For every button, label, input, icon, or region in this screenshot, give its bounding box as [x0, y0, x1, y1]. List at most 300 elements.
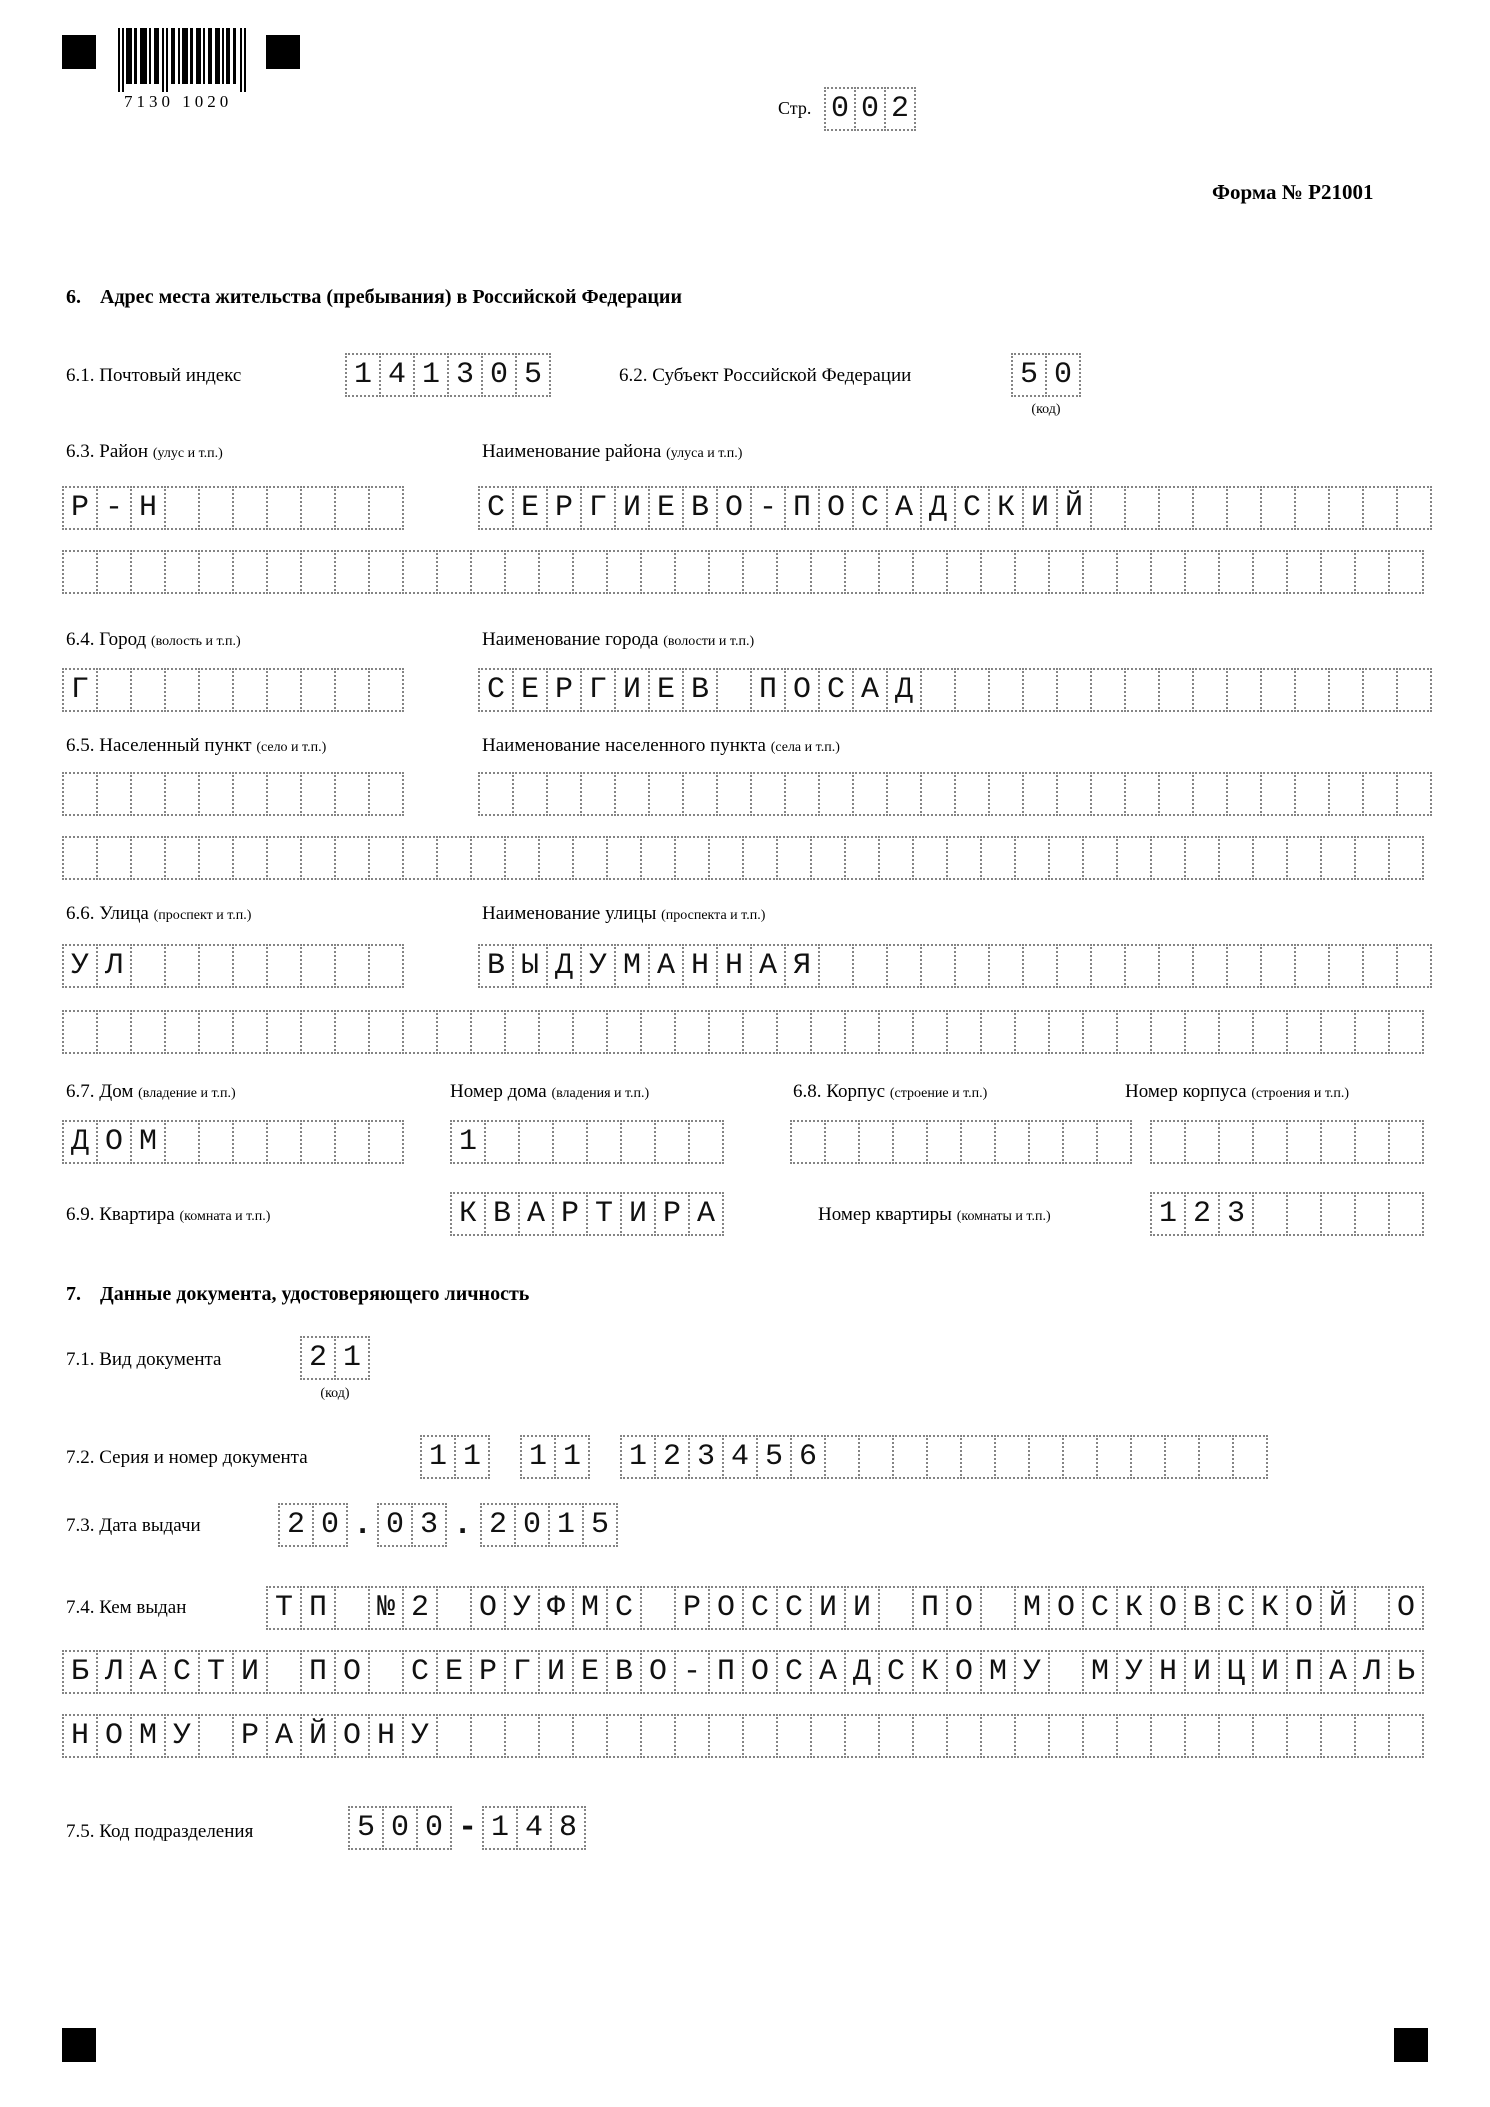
char-cell[interactable]: 3: [411, 1503, 447, 1547]
char-cell[interactable]: [62, 836, 98, 880]
char-cell[interactable]: №: [368, 1586, 404, 1630]
char-cell[interactable]: [674, 1010, 710, 1054]
house-type-cells[interactable]: [62, 1120, 404, 1164]
issued-by-cells-line2[interactable]: [62, 1650, 1424, 1694]
char-cell[interactable]: Н: [1150, 1650, 1186, 1694]
char-cell[interactable]: [198, 944, 234, 988]
char-cell[interactable]: [1320, 1120, 1356, 1164]
char-cell[interactable]: [640, 1010, 676, 1054]
char-cell[interactable]: [1362, 486, 1398, 530]
char-cell[interactable]: [750, 772, 786, 816]
char-cell[interactable]: [1218, 1010, 1254, 1054]
char-cell[interactable]: К: [1252, 1586, 1288, 1630]
char-cell[interactable]: Н: [130, 486, 166, 530]
char-cell[interactable]: [300, 486, 336, 530]
char-cell[interactable]: [1388, 1010, 1424, 1054]
char-cell[interactable]: 0: [382, 1806, 418, 1850]
char-cell[interactable]: [742, 1714, 778, 1758]
char-cell[interactable]: Т: [266, 1586, 302, 1630]
char-cell[interactable]: 1: [420, 1435, 456, 1479]
char-cell[interactable]: [1226, 668, 1262, 712]
issue-day-cells[interactable]: [278, 1503, 348, 1547]
char-cell[interactable]: [1022, 944, 1058, 988]
char-cell[interactable]: [1184, 1010, 1220, 1054]
char-cell[interactable]: И: [810, 1586, 846, 1630]
char-cell[interactable]: [926, 1120, 962, 1164]
char-cell[interactable]: Н: [368, 1714, 404, 1758]
char-cell[interactable]: [198, 486, 234, 530]
char-cell[interactable]: 1: [554, 1435, 590, 1479]
char-cell[interactable]: [1252, 1714, 1288, 1758]
char-cell[interactable]: [892, 1120, 928, 1164]
street-type-cells[interactable]: [62, 944, 404, 988]
document-series-cells-1[interactable]: [420, 1435, 490, 1479]
char-cell[interactable]: Р: [674, 1586, 710, 1630]
char-cell[interactable]: 0: [1045, 353, 1081, 397]
char-cell[interactable]: [776, 1714, 812, 1758]
char-cell[interactable]: [130, 772, 166, 816]
char-cell[interactable]: [1232, 1435, 1268, 1479]
char-cell[interactable]: [512, 772, 548, 816]
char-cell[interactable]: [470, 1714, 506, 1758]
char-cell[interactable]: [198, 1714, 234, 1758]
char-cell[interactable]: -: [750, 486, 786, 530]
char-cell[interactable]: [62, 1010, 98, 1054]
char-cell[interactable]: [436, 550, 472, 594]
char-cell[interactable]: 1: [345, 353, 381, 397]
region-code-cells[interactable]: [1011, 353, 1081, 397]
char-cell[interactable]: 3: [447, 353, 483, 397]
char-cell[interactable]: [1150, 836, 1186, 880]
char-cell[interactable]: [1388, 1120, 1424, 1164]
char-cell[interactable]: [810, 1714, 846, 1758]
char-cell[interactable]: [1260, 668, 1296, 712]
char-cell[interactable]: Р: [546, 668, 582, 712]
char-cell[interactable]: [232, 836, 268, 880]
street-name-extra-cells[interactable]: [62, 1010, 1424, 1054]
char-cell[interactable]: [368, 550, 404, 594]
char-cell[interactable]: [580, 772, 616, 816]
char-cell[interactable]: [1218, 1714, 1254, 1758]
char-cell[interactable]: О: [1388, 1586, 1424, 1630]
district-name-cells[interactable]: [478, 486, 1432, 530]
char-cell[interactable]: [708, 1010, 744, 1054]
issue-month-cells[interactable]: [377, 1503, 447, 1547]
char-cell[interactable]: [1062, 1435, 1098, 1479]
char-cell[interactable]: В: [606, 1650, 642, 1694]
char-cell[interactable]: [620, 1120, 656, 1164]
char-cell[interactable]: 5: [756, 1435, 792, 1479]
char-cell[interactable]: [368, 1120, 404, 1164]
char-cell[interactable]: [572, 550, 608, 594]
char-cell[interactable]: Е: [512, 668, 548, 712]
char-cell[interactable]: [334, 1010, 370, 1054]
char-cell[interactable]: [790, 1120, 826, 1164]
char-cell[interactable]: К: [912, 1650, 948, 1694]
char-cell[interactable]: [1124, 486, 1160, 530]
char-cell[interactable]: [688, 1120, 724, 1164]
char-cell[interactable]: [892, 1435, 928, 1479]
char-cell[interactable]: [1192, 944, 1228, 988]
char-cell[interactable]: [266, 1650, 302, 1694]
char-cell[interactable]: Е: [572, 1650, 608, 1694]
char-cell[interactable]: А: [852, 668, 888, 712]
char-cell[interactable]: [198, 1120, 234, 1164]
char-cell[interactable]: [852, 772, 888, 816]
char-cell[interactable]: М: [614, 944, 650, 988]
char-cell[interactable]: Й: [1320, 1586, 1356, 1630]
char-cell[interactable]: [878, 836, 914, 880]
char-cell[interactable]: [1252, 550, 1288, 594]
char-cell[interactable]: [1056, 944, 1092, 988]
char-cell[interactable]: М: [980, 1650, 1016, 1694]
char-cell[interactable]: [62, 550, 98, 594]
char-cell[interactable]: [640, 550, 676, 594]
char-cell[interactable]: [334, 1120, 370, 1164]
char-cell[interactable]: Б: [62, 1650, 98, 1694]
char-cell[interactable]: [300, 1120, 336, 1164]
char-cell[interactable]: [742, 836, 778, 880]
char-cell[interactable]: [954, 944, 990, 988]
char-cell[interactable]: [1286, 550, 1322, 594]
char-cell[interactable]: [920, 944, 956, 988]
char-cell[interactable]: [402, 836, 438, 880]
char-cell[interactable]: И: [1252, 1650, 1288, 1694]
char-cell[interactable]: Л: [96, 944, 132, 988]
char-cell[interactable]: 5: [515, 353, 551, 397]
char-cell[interactable]: [1022, 668, 1058, 712]
char-cell[interactable]: А: [648, 944, 684, 988]
char-cell[interactable]: [1048, 1714, 1084, 1758]
char-cell[interactable]: Я: [784, 944, 820, 988]
char-cell[interactable]: [300, 550, 336, 594]
issue-year-cells[interactable]: [480, 1503, 618, 1547]
char-cell[interactable]: О: [1286, 1586, 1322, 1630]
char-cell[interactable]: [606, 1010, 642, 1054]
char-cell[interactable]: Й: [300, 1714, 336, 1758]
char-cell[interactable]: О: [96, 1714, 132, 1758]
char-cell[interactable]: В: [682, 668, 718, 712]
char-cell[interactable]: [586, 1120, 622, 1164]
city-name-cells[interactable]: [478, 668, 1432, 712]
char-cell[interactable]: Г: [580, 486, 616, 530]
district-type-cells[interactable]: [62, 486, 404, 530]
char-cell[interactable]: [708, 550, 744, 594]
char-cell[interactable]: [1294, 486, 1330, 530]
char-cell[interactable]: [538, 1010, 574, 1054]
char-cell[interactable]: [1090, 944, 1126, 988]
char-cell[interactable]: [674, 550, 710, 594]
char-cell[interactable]: [1082, 836, 1118, 880]
char-cell[interactable]: [606, 1714, 642, 1758]
char-cell[interactable]: [640, 1586, 676, 1630]
char-cell[interactable]: И: [232, 1650, 268, 1694]
char-cell[interactable]: 0: [824, 87, 856, 131]
char-cell[interactable]: 0: [481, 353, 517, 397]
char-cell[interactable]: [334, 836, 370, 880]
char-cell[interactable]: [1354, 1120, 1390, 1164]
char-cell[interactable]: С: [478, 486, 514, 530]
char-cell[interactable]: [640, 836, 676, 880]
char-cell[interactable]: О: [784, 668, 820, 712]
char-cell[interactable]: О: [946, 1650, 982, 1694]
char-cell[interactable]: К: [988, 486, 1024, 530]
char-cell[interactable]: [1150, 550, 1186, 594]
char-cell[interactable]: [368, 668, 404, 712]
char-cell[interactable]: [742, 550, 778, 594]
char-cell[interactable]: [1158, 944, 1194, 988]
char-cell[interactable]: 6: [790, 1435, 826, 1479]
city-type-cells[interactable]: [62, 668, 404, 712]
char-cell[interactable]: [946, 836, 982, 880]
char-cell[interactable]: П: [300, 1650, 336, 1694]
char-cell[interactable]: [232, 1010, 268, 1054]
apartment-type-cells[interactable]: [450, 1192, 724, 1236]
char-cell[interactable]: П: [708, 1650, 744, 1694]
char-cell[interactable]: [946, 1010, 982, 1054]
char-cell[interactable]: С: [776, 1650, 812, 1694]
char-cell[interactable]: С: [1082, 1586, 1118, 1630]
char-cell[interactable]: [1014, 836, 1050, 880]
char-cell[interactable]: [504, 836, 540, 880]
char-cell[interactable]: О: [946, 1586, 982, 1630]
char-cell[interactable]: [1396, 486, 1432, 530]
char-cell[interactable]: О: [96, 1120, 132, 1164]
char-cell[interactable]: Ы: [512, 944, 548, 988]
char-cell[interactable]: [1362, 668, 1398, 712]
char-cell[interactable]: [1388, 1192, 1424, 1236]
char-cell[interactable]: О: [818, 486, 854, 530]
char-cell[interactable]: А: [518, 1192, 554, 1236]
char-cell[interactable]: [878, 1586, 914, 1630]
char-cell[interactable]: [980, 1714, 1016, 1758]
char-cell[interactable]: О: [1150, 1586, 1186, 1630]
char-cell[interactable]: П: [300, 1586, 336, 1630]
char-cell[interactable]: [824, 1120, 860, 1164]
char-cell[interactable]: [954, 668, 990, 712]
char-cell[interactable]: [1388, 1714, 1424, 1758]
char-cell[interactable]: [1082, 1010, 1118, 1054]
char-cell[interactable]: [1014, 1010, 1050, 1054]
char-cell[interactable]: [334, 1586, 370, 1630]
char-cell[interactable]: М: [1082, 1650, 1118, 1694]
char-cell[interactable]: [436, 1010, 472, 1054]
char-cell[interactable]: М: [130, 1120, 166, 1164]
char-cell[interactable]: [518, 1120, 554, 1164]
char-cell[interactable]: [858, 1120, 894, 1164]
char-cell[interactable]: [538, 1714, 574, 1758]
char-cell[interactable]: [266, 772, 302, 816]
char-cell[interactable]: [654, 1120, 690, 1164]
char-cell[interactable]: О: [470, 1586, 506, 1630]
char-cell[interactable]: [980, 1586, 1016, 1630]
char-cell[interactable]: [844, 1010, 880, 1054]
char-cell[interactable]: [300, 1010, 336, 1054]
char-cell[interactable]: [994, 1120, 1030, 1164]
char-cell[interactable]: Г: [62, 668, 98, 712]
char-cell[interactable]: [266, 836, 302, 880]
char-cell[interactable]: [1192, 486, 1228, 530]
apartment-number-cells[interactable]: [1150, 1192, 1424, 1236]
issued-by-cells-line1[interactable]: [266, 1586, 1424, 1630]
char-cell[interactable]: [994, 1435, 1030, 1479]
char-cell[interactable]: [920, 772, 956, 816]
char-cell[interactable]: [1260, 486, 1296, 530]
char-cell[interactable]: [198, 836, 234, 880]
char-cell[interactable]: С: [818, 668, 854, 712]
char-cell[interactable]: [130, 836, 166, 880]
char-cell[interactable]: П: [1286, 1650, 1322, 1694]
char-cell[interactable]: 4: [516, 1806, 552, 1850]
char-cell[interactable]: О: [716, 486, 752, 530]
char-cell[interactable]: [674, 1714, 710, 1758]
char-cell[interactable]: [878, 1010, 914, 1054]
char-cell[interactable]: [648, 772, 684, 816]
char-cell[interactable]: -: [674, 1650, 710, 1694]
char-cell[interactable]: [1218, 836, 1254, 880]
char-cell[interactable]: Д: [886, 668, 922, 712]
char-cell[interactable]: [980, 550, 1016, 594]
char-cell[interactable]: [1096, 1435, 1132, 1479]
char-cell[interactable]: [96, 836, 132, 880]
char-cell[interactable]: [988, 944, 1024, 988]
char-cell[interactable]: [504, 1010, 540, 1054]
char-cell[interactable]: [1286, 1714, 1322, 1758]
char-cell[interactable]: [886, 772, 922, 816]
char-cell[interactable]: А: [688, 1192, 724, 1236]
unit-code-cells-1[interactable]: [348, 1806, 452, 1850]
char-cell[interactable]: [1158, 486, 1194, 530]
char-cell[interactable]: [164, 486, 200, 530]
char-cell[interactable]: Ц: [1218, 1650, 1254, 1694]
char-cell[interactable]: [716, 668, 752, 712]
char-cell[interactable]: М: [572, 1586, 608, 1630]
char-cell[interactable]: [62, 772, 98, 816]
char-cell[interactable]: [708, 836, 744, 880]
char-cell[interactable]: [436, 1586, 472, 1630]
char-cell[interactable]: [980, 836, 1016, 880]
street-name-cells[interactable]: [478, 944, 1432, 988]
char-cell[interactable]: [946, 1714, 982, 1758]
char-cell[interactable]: С: [852, 486, 888, 530]
char-cell[interactable]: [1286, 1192, 1322, 1236]
char-cell[interactable]: У: [402, 1714, 438, 1758]
char-cell[interactable]: Р: [62, 486, 98, 530]
char-cell[interactable]: 1: [1150, 1192, 1186, 1236]
char-cell[interactable]: [818, 944, 854, 988]
char-cell[interactable]: [1320, 1192, 1356, 1236]
char-cell[interactable]: [96, 1010, 132, 1054]
house-number-cells[interactable]: [450, 1120, 724, 1164]
char-cell[interactable]: [1158, 668, 1194, 712]
char-cell[interactable]: О: [640, 1650, 676, 1694]
char-cell[interactable]: Д: [62, 1120, 98, 1164]
char-cell[interactable]: [988, 668, 1024, 712]
char-cell[interactable]: [1396, 944, 1432, 988]
char-cell[interactable]: Т: [198, 1650, 234, 1694]
settlement-name-cells[interactable]: [478, 772, 1432, 816]
char-cell[interactable]: [1184, 1714, 1220, 1758]
char-cell[interactable]: У: [1014, 1650, 1050, 1694]
char-cell[interactable]: [1252, 836, 1288, 880]
char-cell[interactable]: [572, 1010, 608, 1054]
char-cell[interactable]: [844, 1714, 880, 1758]
char-cell[interactable]: У: [580, 944, 616, 988]
char-cell[interactable]: Л: [1354, 1650, 1390, 1694]
char-cell[interactable]: [1028, 1120, 1064, 1164]
char-cell[interactable]: В: [484, 1192, 520, 1236]
char-cell[interactable]: 4: [379, 353, 415, 397]
char-cell[interactable]: [368, 836, 404, 880]
char-cell[interactable]: 3: [1218, 1192, 1254, 1236]
building-number-cells[interactable]: [1150, 1120, 1424, 1164]
char-cell[interactable]: [164, 668, 200, 712]
char-cell[interactable]: [266, 550, 302, 594]
char-cell[interactable]: О: [1048, 1586, 1084, 1630]
char-cell[interactable]: 0: [416, 1806, 452, 1850]
char-cell[interactable]: Н: [682, 944, 718, 988]
char-cell[interactable]: [614, 772, 650, 816]
char-cell[interactable]: С: [776, 1586, 812, 1630]
char-cell[interactable]: [1116, 1714, 1152, 1758]
char-cell[interactable]: [1192, 668, 1228, 712]
char-cell[interactable]: 2: [1184, 1192, 1220, 1236]
char-cell[interactable]: [960, 1120, 996, 1164]
char-cell[interactable]: С: [402, 1650, 438, 1694]
page-number-cells[interactable]: [824, 87, 916, 131]
char-cell[interactable]: С: [954, 486, 990, 530]
char-cell[interactable]: [1116, 836, 1152, 880]
char-cell[interactable]: П: [750, 668, 786, 712]
char-cell[interactable]: [368, 944, 404, 988]
char-cell[interactable]: В: [478, 944, 514, 988]
char-cell[interactable]: О: [708, 1586, 744, 1630]
char-cell[interactable]: В: [682, 486, 718, 530]
char-cell[interactable]: [1294, 772, 1330, 816]
char-cell[interactable]: 1: [548, 1503, 584, 1547]
char-cell[interactable]: [334, 486, 370, 530]
char-cell[interactable]: [886, 944, 922, 988]
char-cell[interactable]: [1184, 550, 1220, 594]
char-cell[interactable]: [1090, 668, 1126, 712]
char-cell[interactable]: [988, 772, 1024, 816]
char-cell[interactable]: 2: [480, 1503, 516, 1547]
char-cell[interactable]: [960, 1435, 996, 1479]
char-cell[interactable]: [1320, 1714, 1356, 1758]
char-cell[interactable]: Р: [232, 1714, 268, 1758]
char-cell[interactable]: Д: [920, 486, 956, 530]
char-cell[interactable]: [1252, 1010, 1288, 1054]
char-cell[interactable]: [912, 550, 948, 594]
char-cell[interactable]: [1090, 772, 1126, 816]
char-cell[interactable]: С: [164, 1650, 200, 1694]
char-cell[interactable]: [1226, 486, 1262, 530]
char-cell[interactable]: Т: [586, 1192, 622, 1236]
char-cell[interactable]: [436, 836, 472, 880]
char-cell[interactable]: [504, 1714, 540, 1758]
char-cell[interactable]: [1164, 1435, 1200, 1479]
char-cell[interactable]: Н: [716, 944, 752, 988]
char-cell[interactable]: Р: [654, 1192, 690, 1236]
char-cell[interactable]: [96, 772, 132, 816]
char-cell[interactable]: [1048, 1010, 1084, 1054]
char-cell[interactable]: Е: [648, 486, 684, 530]
char-cell[interactable]: 0: [514, 1503, 550, 1547]
char-cell[interactable]: [784, 772, 820, 816]
char-cell[interactable]: [1226, 944, 1262, 988]
char-cell[interactable]: [546, 772, 582, 816]
char-cell[interactable]: [1014, 550, 1050, 594]
